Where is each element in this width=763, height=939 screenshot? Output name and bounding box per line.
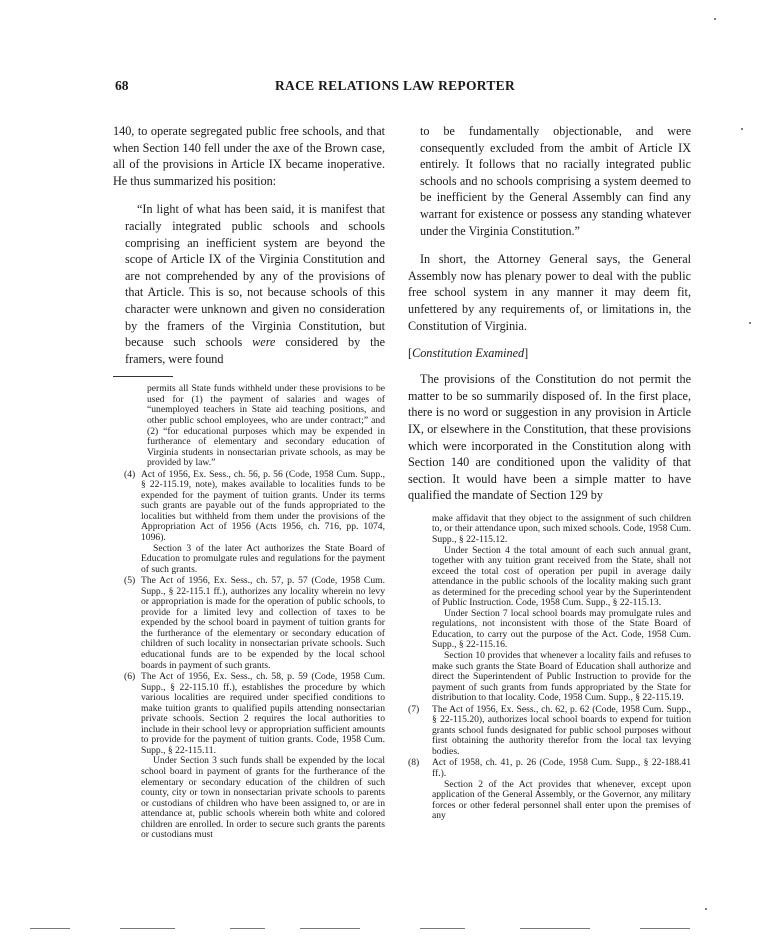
footnote-paragraph: Under Section 7 local school boards may promulgate rules and regulations, not inconsistent with those of the State Board of Education, to carry out the purpose of the Act. Code, 1958 Cum. Supp., § 22-115.16. (432, 607, 691, 651)
footnote-rule (113, 376, 173, 377)
footnote-text: The Act of 1956, Ex. Sess., ch. 62, p. 62 (Code, 1958 Cum. Supp., § 22-115.20), authorizes local school boards to expend for tuition grants school funds designated for public school purposes without first obtaining the authority therefor from the local tax levying bodies. (432, 703, 691, 757)
intro-paragraph: 140, to operate segregated public free schools, and that when Section 140 fell under the axe of the Brown case, all of the provisions in Article IX became inoperative. He thus summarized his position: (113, 124, 385, 188)
scan-speck (714, 18, 716, 20)
heading-bracket-open: [ (408, 346, 413, 361)
bottom-scan-marks (0, 928, 763, 932)
quote-text-before: “In light of what has been said, it is manifest that racially integrated public schools and schools comprising an inefficient system are beyond the scope of Article IX of the Virginia Constitution and are not comprehended by any of the provisions of that Article. This is so, not because schools of this character were unknown and given no consideration by the framers of the Virginia Constitution, but because such schools (125, 202, 385, 350)
heading-bracket-close: ] (524, 346, 529, 361)
footnote-continuation: make affidavit that they object to the assignment of such children to, or their attendance upon, such mixed schools. Code, 1958 Cum. Supp., § 22-115.12. (432, 512, 691, 545)
quote-end-paragraph: to be fundamentally objectionable, and were consequently excluded from the ambit of Article IX entirely. It follows that no racially integrated public schools and no schools comprising a system deemed to be inefficient by the General Assembly can find any warrant for existence or possess any standing whatever under the Virginia Constitution.” (420, 124, 691, 238)
footnote-text: The Act of 1956, Ex. Sess., ch. 58, p. 59 (Code, 1958 Cum. Supp., § 22-115.10 ff.), establishes the procedure by which various localities are required under specified conditions to make tuition grants to qualified pupils attending nonsectarian private schools. Section 2 requires the local authorities to include in their school levy or appropriation sufficient amounts to provide for the payment of tuition grants. Code, 1958 Cum. Supp., § 22-115.11. (141, 671, 385, 756)
footnotes-right (408, 514, 691, 822)
block-quote (125, 201, 385, 367)
right-column (408, 123, 691, 822)
footnote-5 (113, 576, 385, 671)
heading-text: Constitution Examined (412, 346, 525, 361)
footnote-8 (408, 758, 691, 779)
scan-speck (705, 908, 707, 910)
footnote-paragraph: Under Section 4 the total amount of each such annual grant, together with any tuition grant received from the State, shall not exceed the total cost of operation per pupil in average daily attendance in the public schools of the locality making such grant as determined for the preceding school year by the Superintendent of Public Instruction. Code, 1958 Cum. Supp., § 22-115.13. (432, 544, 691, 609)
left-column (113, 123, 385, 841)
footnote-paragraph: Section 10 provides that whenever a locality fails and refuses to make such grants the State Board of Education shall authorize and direct the Superintendent of Public Instruction to provide for the payment of such grants from funds appropriated by the State for distribution to that locality. Code, 1958 Cum. Supp., § 22-115.19. (432, 649, 691, 704)
section-heading (408, 346, 691, 361)
footnote-continuation: permits all State funds withheld under these provisions to be used for (1) the payment of salaries and wages of “unemployed teachers in State aid teaching positions, and other public school employees, who are under contract;” and (2) “for educational purposes which may be expended in furtherance of elementary and secondary education of Virginia students in nonsectarian private schools, as may be provided by law.” (147, 383, 385, 469)
footnote-paragraph: Section 3 of the later Act authorizes the State Board of Education to promulgate rules and regulations for the payment of such grants. (141, 542, 385, 575)
footnote-number: (6) (124, 671, 136, 683)
footnote-text: Act of 1958, ch. 41, p. 26 (Code, 1958 Cum. Supp., § 22-188.41 ff.). (432, 757, 691, 779)
running-head: RACE RELATIONS LAW REPORTER (274, 78, 516, 93)
footnote-number: (4) (124, 468, 136, 480)
footnote-paragraph: Section 2 of the Act provides that whenever, except upon application of the General Assembly, or the Governor, any military forces or other federal personnel shall enter upon the premises of any (432, 778, 691, 822)
footnote-number: (5) (124, 575, 136, 587)
footnotes-left (113, 384, 385, 841)
footnote-number: (8) (408, 757, 420, 769)
footnote-paragraph: Under Section 3 such funds shall be expended by the local school board in payment of grants for the furtherance of the elementary or secondary education of the children of such county, city or town in nonsectarian private schools to parents or custodians of children who have been assigned to, or are in attendance at, public schools wherein both white and colored children are enrolled. In order to secure such grants the parents or custodians must (141, 755, 385, 841)
scan-speck (749, 322, 751, 324)
page-number: 68 (115, 78, 129, 93)
short-paragraph: In short, the Attorney General says, the General Assembly now has plenary power to deal with the public free school system in any manner it may deem fit, unfettered by any requirements of, or limitations in, the Constitution of Virginia. (408, 252, 691, 333)
footnote-number: (7) (408, 703, 420, 715)
examined-paragraph: The provisions of the Constitution do not permit the matter to be so summarily disposed of. In the first place, there is no word or suggestion in any provision in Article IX, or elsewhere in the Constitution, that these provisions which were incorporated in the Constitution along with Section 140 are conditioned upon the validity of that section. It would have been a simple matter to have qualified the mandate of Section 129 by (408, 372, 691, 503)
footnote-text: The Act of 1956, Ex. Sess., ch. 57, p. 57 (Code, 1958 Cum. Supp., § 22-115.1 ff.), authorizes any locality wherein no levy or appropriation is made for the operation of public schools, to provide for a limited levy and collection of taxes to be expended by the school board in payment of tuition grants for the furtherance of the elementary or secondary education of children of such locality in nonsectarian private schools. Such educational funds are to be expended by the local school boards in payment of such grants. (141, 575, 385, 671)
footnote-text: Act of 1956, Ex. Sess., ch. 56, p. 56 (Code, 1958 Cum. Supp., § 22-115.19, note), makes available to localities funds to be expended for the payment of tuition grants. Under its terms such grants are payable out of the funds appropriated to the localities but withheld from them under the provisions of the Appropriation Act of 1956 (Acts 1956, ch. 716, pp. 1074, 1096). (141, 468, 385, 543)
footnote-4 (113, 470, 385, 575)
page-header (115, 78, 675, 96)
footnote-6 (113, 672, 385, 841)
scan-speck (741, 128, 743, 130)
footnote-7 (408, 705, 691, 758)
quote-italic-word: were (252, 335, 276, 350)
quote-text-after: considered by the framers, were found (125, 335, 385, 366)
